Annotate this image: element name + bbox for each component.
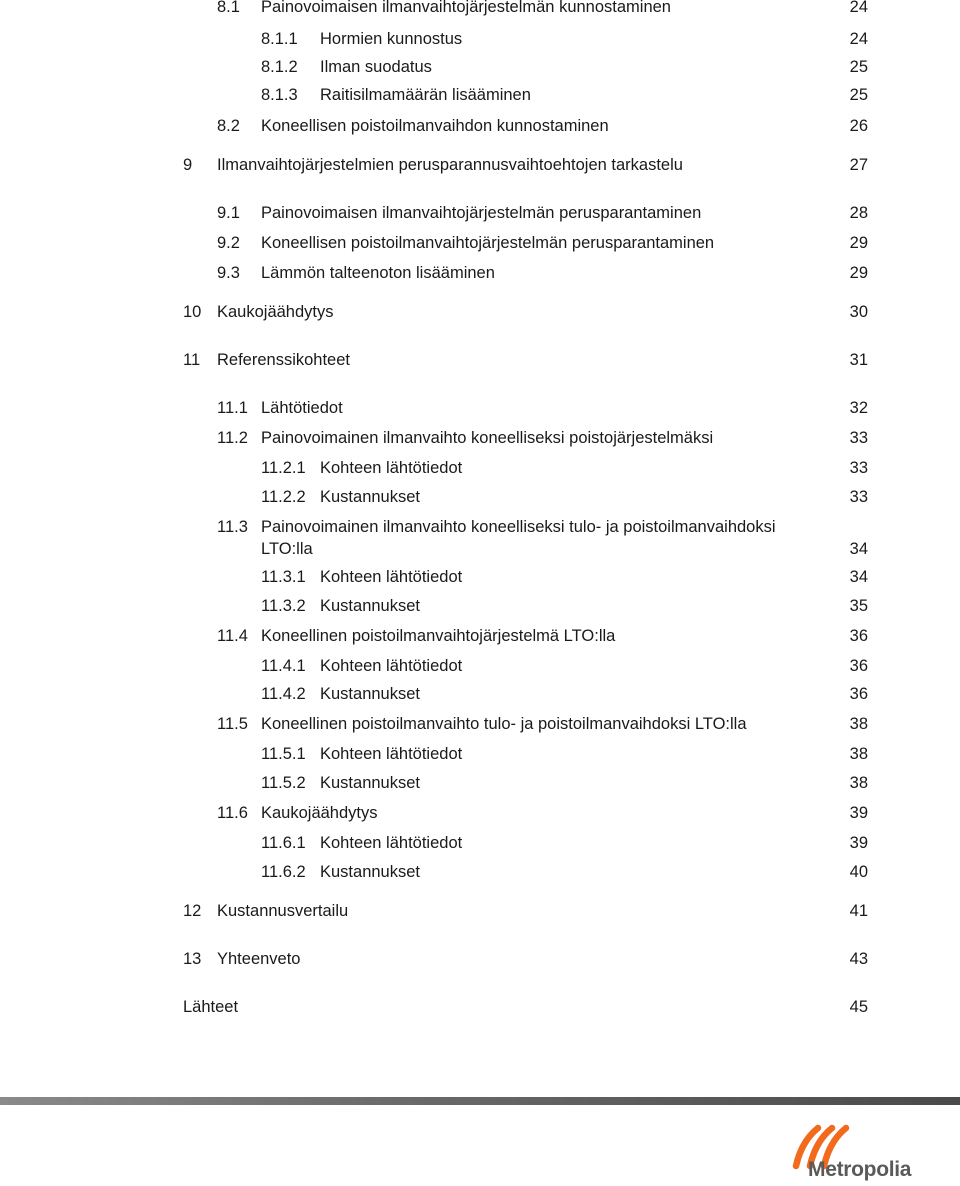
toc-entry-page: 25 <box>849 86 868 104</box>
toc-entry-number: 11.6 <box>217 804 248 822</box>
toc-entry[interactable] <box>0 625 960 647</box>
toc-entry-title: Koneellisen poistoilmanvaihtojärjestelmän perusparantaminen <box>261 234 715 252</box>
toc-entry-number: 11.3.1 <box>261 568 306 586</box>
toc-entry-title: Lämmön talteenoton lisääminen <box>261 264 495 282</box>
toc-entry-page: 36 <box>849 657 868 675</box>
toc-entry-title: Kustannukset <box>320 863 420 881</box>
toc-entry-number: 8.1.1 <box>261 30 298 48</box>
toc-entry-title: Kustannusvertailu <box>217 902 349 920</box>
toc-entry[interactable] <box>0 861 960 883</box>
toc-entry[interactable] <box>0 832 960 854</box>
toc-entry-number: 9.2 <box>217 234 240 252</box>
toc-entry-number: 9 <box>183 156 193 174</box>
toc-entry[interactable] <box>0 28 960 50</box>
toc-entry[interactable] <box>0 115 960 137</box>
toc-entry-title: Yhteenveto <box>217 950 301 968</box>
toc-entry-page: 40 <box>849 863 868 881</box>
toc-entry[interactable] <box>0 56 960 78</box>
toc-entry-title: Ilman suodatus <box>320 58 432 76</box>
toc-entry-page: 33 <box>849 459 868 477</box>
toc-entry-page: 39 <box>849 804 868 822</box>
toc-entry[interactable] <box>0 772 960 794</box>
toc-entry-page: 38 <box>849 774 868 792</box>
toc-entry[interactable] <box>0 0 960 18</box>
toc-entry-page: 34 <box>849 568 868 586</box>
toc-entry-page: 33 <box>849 488 868 506</box>
toc-entry-number: 10 <box>183 303 202 321</box>
toc-entry-title: Kustannukset <box>320 685 420 703</box>
footer-bar <box>0 1097 960 1105</box>
toc-entry-page: 25 <box>849 58 868 76</box>
toc-entry-title: Ilmanvaihtojärjestelmien perusparannusvaihtoehtojen tarkastelu <box>217 156 683 174</box>
toc-entry[interactable] <box>0 900 960 922</box>
toc-entry-page: 32 <box>849 399 868 417</box>
logo-text: Metropolia <box>808 1158 912 1181</box>
toc-entry-page: 28 <box>849 204 868 222</box>
toc-entry-title: Kustannukset <box>320 597 420 615</box>
toc-entry-page: 36 <box>849 685 868 703</box>
toc-entry-number: 9.3 <box>217 264 240 282</box>
toc-entry[interactable] <box>0 595 960 617</box>
toc-entry[interactable] <box>0 84 960 106</box>
toc-entry-title: Raitisilmamäärän lisääminen <box>320 86 531 104</box>
toc-entry-page: 41 <box>849 902 868 920</box>
toc-entry-title: Koneellisen poistoilmanvaihdon kunnostaminen <box>261 117 609 135</box>
toc-entry[interactable] <box>0 802 960 824</box>
toc-entry-title: Kaukojäähdytys <box>261 804 378 822</box>
toc-entry-title: Koneellinen poistoilmanvaihtojärjestelmä LTO:lla <box>261 627 616 645</box>
toc-entry-page: 29 <box>849 234 868 252</box>
toc-entry[interactable] <box>0 457 960 479</box>
toc-entry[interactable] <box>0 516 960 560</box>
toc-entry-number: 9.1 <box>217 204 240 222</box>
toc-entry-title: Kohteen lähtötiedot <box>320 568 463 586</box>
toc-entry[interactable] <box>0 232 960 254</box>
toc-entry[interactable] <box>0 486 960 508</box>
toc-entry-number: 12 <box>183 902 202 920</box>
toc-entry-title: Kaukojäähdytys <box>217 303 334 321</box>
toc-entry[interactable] <box>0 743 960 765</box>
toc-entry-title: Kohteen lähtötiedot <box>320 459 463 477</box>
toc-entry-number: 11.1 <box>217 399 248 417</box>
toc-entry[interactable] <box>0 948 960 970</box>
toc-entry-title: Koneellinen poistoilmanvaihto tulo- ja poistoilmanvaihdoksi LTO:lla <box>261 715 747 733</box>
toc-entry[interactable] <box>0 655 960 677</box>
toc-entry-page: 31 <box>849 351 868 369</box>
toc-entry[interactable] <box>0 349 960 371</box>
toc-entry-number: 11.5.2 <box>261 774 306 792</box>
toc-entry-title: Painovoimaisen ilmanvaihtojärjestelmän perusparantaminen <box>261 204 702 222</box>
toc-entry[interactable] <box>0 262 960 284</box>
toc-entry[interactable] <box>0 996 960 1018</box>
toc-entry[interactable] <box>0 154 960 176</box>
toc-entry-number: 11.6.2 <box>261 863 306 881</box>
toc-entry[interactable] <box>0 427 960 449</box>
toc-entry-page: 43 <box>849 950 868 968</box>
toc-entry-title: Lähteet <box>183 998 239 1016</box>
toc-entry-title: Kohteen lähtötiedot <box>320 834 463 852</box>
toc-entry-page: 24 <box>849 0 868 16</box>
toc-entry-page: 38 <box>849 715 868 733</box>
toc-entry-page: 38 <box>849 745 868 763</box>
toc-entry-title: Kohteen lähtötiedot <box>320 657 463 675</box>
toc-entry-title: Hormien kunnostus <box>320 30 463 48</box>
toc-entry-number: 11.3 <box>217 518 248 536</box>
toc-entry-number: 11.5 <box>217 715 248 733</box>
toc-entry-number: 11.4 <box>217 627 248 645</box>
toc-entry-title: Referenssikohteet <box>217 351 350 369</box>
toc-entry[interactable] <box>0 713 960 735</box>
toc-entry-title: Kustannukset <box>320 488 420 506</box>
toc-entry-number: 11.4.2 <box>261 685 306 703</box>
toc-entry[interactable] <box>0 301 960 323</box>
toc-entry-page: 36 <box>849 627 868 645</box>
toc-entry-page: 27 <box>849 156 868 174</box>
toc-entry[interactable] <box>0 202 960 224</box>
toc-entry-page: 45 <box>849 998 868 1016</box>
toc-entry[interactable] <box>0 397 960 419</box>
toc-entry-page: 26 <box>849 117 868 135</box>
toc-entry-number: 11.3.2 <box>261 597 306 615</box>
toc-entry-number: 11.5.1 <box>261 745 306 763</box>
toc-entry-title: Painovoimainen ilmanvaihto koneelliseksi tulo- ja poistoilmanvaihdoksi LTO:lla <box>261 518 776 558</box>
toc-entry-number: 11 <box>183 351 201 369</box>
toc-entry[interactable] <box>0 566 960 588</box>
toc-entry-page: 33 <box>849 429 868 447</box>
toc-entry-number: 8.1.3 <box>261 86 298 104</box>
toc-entry-page: 39 <box>849 834 868 852</box>
toc-entry-page: 24 <box>849 30 868 48</box>
toc-entry-page: 34 <box>849 540 868 558</box>
toc-entry-number: 11.4.1 <box>261 657 306 675</box>
toc-entry-page: 29 <box>849 264 868 282</box>
toc-entry-title: Kohteen lähtötiedot <box>320 745 463 763</box>
toc-entry-number: 11.2.1 <box>261 459 306 477</box>
toc-entry-title: Lähtötiedot <box>261 399 343 417</box>
toc-entry-number: 11.2 <box>217 429 248 447</box>
toc-entry-title: Kustannukset <box>320 774 420 792</box>
toc-entry-number: 11.6.1 <box>261 834 306 852</box>
toc-entry-number: 8.1.2 <box>261 58 298 76</box>
toc-entry-number: 8.2 <box>217 117 240 135</box>
toc-entry-number: 8.1 <box>217 0 240 16</box>
toc-entry-number: 13 <box>183 950 202 968</box>
toc-entry-page: 30 <box>849 303 868 321</box>
toc-entry-title: Painovoimaisen ilmanvaihtojärjestelmän kunnostaminen <box>261 0 671 16</box>
toc-entry-number: 11.2.2 <box>261 488 306 506</box>
toc-entry-page: 35 <box>849 597 868 615</box>
toc-entry-title: Painovoimainen ilmanvaihto koneelliseksi poistojärjestelmäksi <box>261 429 714 447</box>
toc-entry[interactable] <box>0 683 960 705</box>
